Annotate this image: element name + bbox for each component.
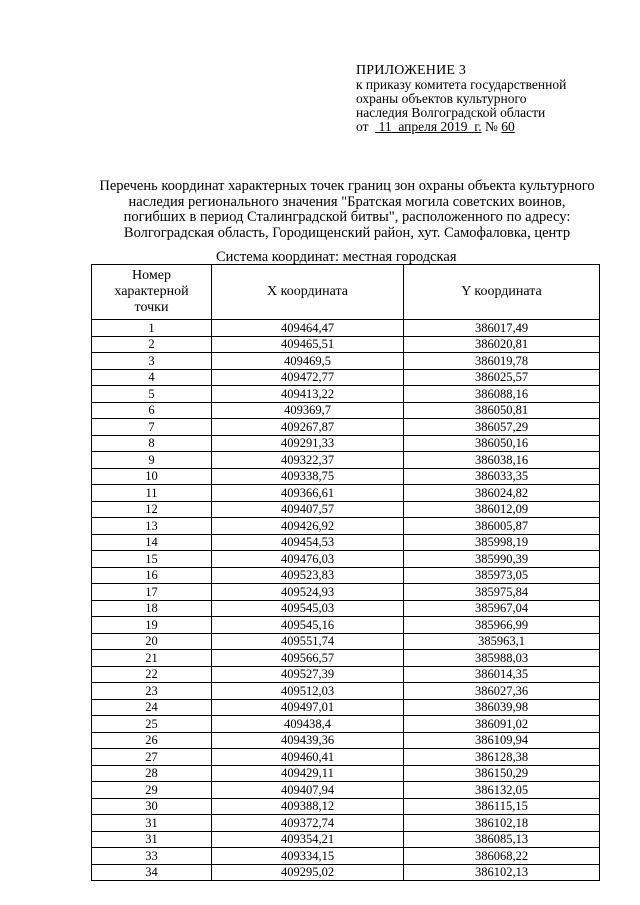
x-coordinate-cell: 409469,5 [212, 353, 404, 370]
point-number-cell: 21 [92, 650, 212, 667]
x-coordinate-cell: 409545,16 [212, 617, 404, 634]
x-coordinate-cell: 409354,21 [212, 831, 404, 848]
order-number-sign: № [484, 119, 498, 134]
y-coordinate-cell: 386132,05 [404, 782, 600, 799]
appendix-line: наследия Волгоградской области [356, 105, 546, 120]
point-number-cell: 31 [92, 815, 212, 832]
point-number-cell: 3 [92, 353, 212, 370]
order-day: 11 [378, 119, 392, 134]
y-coordinate-cell: 386057,29 [404, 419, 600, 436]
table-header-row [92, 265, 600, 320]
table-row [92, 485, 600, 502]
x-coordinate-cell: 409334,15 [212, 848, 404, 865]
point-number-cell: 4 [92, 369, 212, 386]
table-row [92, 782, 600, 799]
point-number-cell: 8 [92, 435, 212, 452]
point-number-cell: 6 [92, 402, 212, 419]
x-coordinate-cell: 409523,83 [212, 567, 404, 584]
point-number-cell: 30 [92, 798, 212, 815]
y-coordinate-cell: 386050,81 [404, 402, 600, 419]
header-point-number [92, 265, 212, 320]
table-row [92, 650, 600, 667]
header-point-line: точки [134, 300, 169, 315]
x-coordinate-cell: 409407,57 [212, 501, 404, 518]
coordinate-system-label: Система координат: местная городская [216, 249, 457, 265]
table-row [92, 600, 600, 617]
x-coordinate-cell: 409322,37 [212, 452, 404, 469]
x-coordinate-cell: 409439,36 [212, 732, 404, 749]
title-line: погибших в период Сталинградской битвы", расположенного по адресу: [123, 209, 571, 225]
table-row [92, 567, 600, 584]
y-coordinate-cell: 385967,04 [404, 600, 600, 617]
table-row [92, 617, 600, 634]
table-row [92, 848, 600, 865]
table-row [92, 386, 600, 403]
point-number-cell: 26 [92, 732, 212, 749]
y-coordinate-cell: 386014,35 [404, 666, 600, 683]
y-coordinate-cell: 386102,13 [404, 864, 600, 881]
table-row [92, 765, 600, 782]
title-line: Перечень координат характерных точек границ зон охраны объекта культурного [99, 178, 595, 194]
y-coordinate-cell: 386039,98 [404, 699, 600, 716]
table-row [92, 353, 600, 370]
y-coordinate-cell: 386050,16 [404, 435, 600, 452]
x-coordinate-cell: 409388,12 [212, 798, 404, 815]
y-coordinate-cell: 386085,13 [404, 831, 600, 848]
y-coordinate-cell: 386019,78 [404, 353, 600, 370]
x-coordinate-cell: 409426,92 [212, 518, 404, 535]
table-row [92, 534, 600, 551]
y-coordinate-cell: 385966,99 [404, 617, 600, 634]
order-reference [356, 120, 566, 134]
point-number-cell: 15 [92, 551, 212, 568]
y-coordinate-cell: 386038,16 [404, 452, 600, 469]
point-number-cell: 25 [92, 716, 212, 733]
table-row [92, 402, 600, 419]
x-coordinate-cell: 409438,4 [212, 716, 404, 733]
order-date [375, 119, 481, 134]
point-number-cell: 5 [92, 386, 212, 403]
order-year-suffix: г. [474, 119, 482, 134]
table-row [92, 716, 600, 733]
table-row [92, 435, 600, 452]
y-coordinate-cell: 386128,38 [404, 749, 600, 766]
point-number-cell: 16 [92, 567, 212, 584]
table-row [92, 336, 600, 353]
point-number-cell: 28 [92, 765, 212, 782]
x-coordinate-cell: 409472,77 [212, 369, 404, 386]
x-coordinate-cell: 409291,33 [212, 435, 404, 452]
table-row [92, 864, 600, 881]
point-number-cell: 9 [92, 452, 212, 469]
point-number-cell: 11 [92, 485, 212, 502]
table-row [92, 815, 600, 832]
y-coordinate-cell: 386150,29 [404, 765, 600, 782]
appendix-header [356, 64, 566, 134]
point-number-cell: 20 [92, 633, 212, 650]
order-month: апреля [398, 119, 438, 134]
table-row [92, 468, 600, 485]
x-coordinate-cell: 409454,53 [212, 534, 404, 551]
x-coordinate-cell: 409366,61 [212, 485, 404, 502]
point-number-cell: 34 [92, 864, 212, 881]
header-y-coordinate: Y координата [404, 265, 600, 320]
x-coordinate-cell: 409429,11 [212, 765, 404, 782]
y-coordinate-cell: 386091,02 [404, 716, 600, 733]
x-coordinate-cell: 409464,47 [212, 320, 404, 337]
header-point-line: Номер [132, 268, 171, 283]
point-number-cell: 2 [92, 336, 212, 353]
x-coordinate-cell: 409407,94 [212, 782, 404, 799]
x-coordinate-cell: 409476,03 [212, 551, 404, 568]
table-row [92, 831, 600, 848]
point-number-cell: 17 [92, 584, 212, 601]
y-coordinate-cell: 385990,39 [404, 551, 600, 568]
x-coordinate-cell: 409566,57 [212, 650, 404, 667]
y-coordinate-cell: 386088,16 [404, 386, 600, 403]
x-coordinate-cell: 409295,02 [212, 864, 404, 881]
y-coordinate-cell: 386017,49 [404, 320, 600, 337]
point-number-cell: 24 [92, 699, 212, 716]
x-coordinate-cell: 409267,87 [212, 419, 404, 436]
y-coordinate-cell: 386102,18 [404, 815, 600, 832]
y-coordinate-cell: 386033,35 [404, 468, 600, 485]
x-coordinate-cell: 409460,41 [212, 749, 404, 766]
table-row [92, 732, 600, 749]
x-coordinate-cell: 409497,01 [212, 699, 404, 716]
y-coordinate-cell: 386005,87 [404, 518, 600, 535]
y-coordinate-cell: 385988,03 [404, 650, 600, 667]
table-row [92, 551, 600, 568]
x-coordinate-cell: 409551,74 [212, 633, 404, 650]
table-row [92, 452, 600, 469]
table-row [92, 683, 600, 700]
y-coordinate-cell: 385973,05 [404, 567, 600, 584]
point-number-cell: 18 [92, 600, 212, 617]
document-title [60, 179, 634, 241]
x-coordinate-cell: 409512,03 [212, 683, 404, 700]
table-row [92, 419, 600, 436]
point-number-cell: 13 [92, 518, 212, 535]
table-row [92, 699, 600, 716]
y-coordinate-cell: 386020,81 [404, 336, 600, 353]
appendix-line: охраны объектов культурного [356, 91, 527, 106]
x-coordinate-cell: 409465,51 [212, 336, 404, 353]
x-coordinate-cell: 409413,22 [212, 386, 404, 403]
point-number-cell: 14 [92, 534, 212, 551]
x-coordinate-cell: 409545,03 [212, 600, 404, 617]
point-number-cell: 27 [92, 749, 212, 766]
y-coordinate-cell: 385975,84 [404, 584, 600, 601]
table-row [92, 369, 600, 386]
table-row [92, 320, 600, 337]
y-coordinate-cell: 386115,15 [404, 798, 600, 815]
table-body [92, 320, 600, 881]
table-row [92, 584, 600, 601]
table-row [92, 518, 600, 535]
y-coordinate-cell: 386025,57 [404, 369, 600, 386]
table-row [92, 798, 600, 815]
x-coordinate-cell: 409338,75 [212, 468, 404, 485]
order-prefix: от [356, 119, 369, 134]
y-coordinate-cell: 386012,09 [404, 501, 600, 518]
y-coordinate-cell: 385963,1 [404, 633, 600, 650]
point-number-cell: 1 [92, 320, 212, 337]
appendix-line: к приказу комитета государственной [356, 77, 567, 92]
table-row [92, 501, 600, 518]
table-row [92, 633, 600, 650]
appendix-heading: ПРИЛОЖЕНИЕ 3 [356, 63, 467, 78]
point-number-cell: 19 [92, 617, 212, 634]
y-coordinate-cell: 386068,22 [404, 848, 600, 865]
coordinates-table [91, 264, 600, 881]
order-number: 60 [501, 119, 515, 134]
title-line: Волгоградская область, Городищенский район, хут. Самофаловка, центр [123, 224, 571, 241]
x-coordinate-cell: 409372,74 [212, 815, 404, 832]
y-coordinate-cell: 385998,19 [404, 534, 600, 551]
x-coordinate-cell: 409369,7 [212, 402, 404, 419]
point-number-cell: 29 [92, 782, 212, 799]
y-coordinate-cell: 386024,82 [404, 485, 600, 502]
table-row [92, 749, 600, 766]
title-line: наследия регионального значения "Братская могила советских воинов, [128, 193, 566, 210]
x-coordinate-cell: 409527,39 [212, 666, 404, 683]
point-number-cell: 31 [92, 831, 212, 848]
point-number-cell: 23 [92, 683, 212, 700]
header-point-line: характерной [114, 284, 189, 299]
point-number-cell: 12 [92, 501, 212, 518]
table-row [92, 666, 600, 683]
y-coordinate-cell: 386109,94 [404, 732, 600, 749]
x-coordinate-cell: 409524,93 [212, 584, 404, 601]
point-number-cell: 7 [92, 419, 212, 436]
order-year: 2019 [440, 119, 468, 134]
header-x-coordinate: X координата [212, 265, 404, 320]
point-number-cell: 10 [92, 468, 212, 485]
y-coordinate-cell: 386027,36 [404, 683, 600, 700]
point-number-cell: 22 [92, 666, 212, 683]
point-number-cell: 33 [92, 848, 212, 865]
